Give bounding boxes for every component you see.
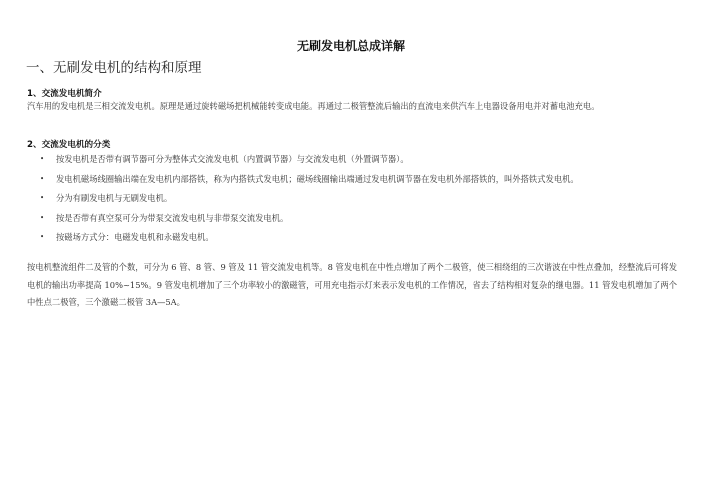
classification-list (27, 150, 687, 248)
list-item-text: 按磁场方式分：电磁发电机和永磁发电机。 (56, 232, 214, 242)
bullet-icon: • (40, 174, 45, 183)
list-item-text: 发电机磁场线圈输出端在发电机内部搭铁，称为内搭铁式发电机；磁场线圈输出端通过发电机调节器在发电机外部搭铁的，叫外搭铁式发电机。 (56, 173, 579, 184)
list-item-text: 按发电机是否带有调节器可分为整体式交流发电机（内置调节器）与交流发电机（外置调节器）。 (56, 154, 409, 164)
list-item (27, 150, 687, 170)
document-title: 无刷发电机总成详解 (296, 39, 405, 53)
list-item-text: 分为有刷发电机与无刷发电机。 (56, 193, 173, 203)
list-item (27, 209, 687, 229)
list-item (27, 228, 687, 248)
introduction-paragraph: 汽车用的发电机是三相交流发电机。原理是通过旋转磁场把机械能转变成电能。再通过二极管整流后输出的直流电来供汽车上电器设备用电并对蓄电池充电。 (27, 101, 600, 111)
list-item (27, 189, 687, 209)
subsection-heading-introduction: 1、交流发电机简介 (27, 89, 102, 99)
bullet-icon: • (40, 213, 45, 222)
rectifier-tube-paragraph: 按电机整流组件二及管的个数，可分为 6 管、8 管、9 管及 11 管交流发电机等。8 管发电机在中性点增加了两个二极管，使三相绕组的三次谐波在中性点叠加，经整流后可将发电机的输出功率提高 10%~15%。9 管发电机增加了三个功率较小的激磁管，可用充电指示灯来表示发电机的工作情况，省去了结构相对复杂的继电器。11 管发电机增加了两个中性点二极管，三个激磁二极管 3A—5A。 (27, 262, 677, 307)
subsection-heading-classification: 2、交流发电机的分类 (27, 140, 111, 150)
bullet-icon: • (40, 194, 45, 202)
bullet-icon: • (40, 233, 45, 241)
list-item (27, 170, 687, 190)
list-item-text: 按是否带有真空泵可分为带泵交流发电机与非带泵交流发电机。 (56, 212, 289, 223)
section-heading-structure-principle: 一、无刷发电机的结构和原理 (26, 60, 202, 76)
bullet-icon: • (40, 155, 45, 163)
